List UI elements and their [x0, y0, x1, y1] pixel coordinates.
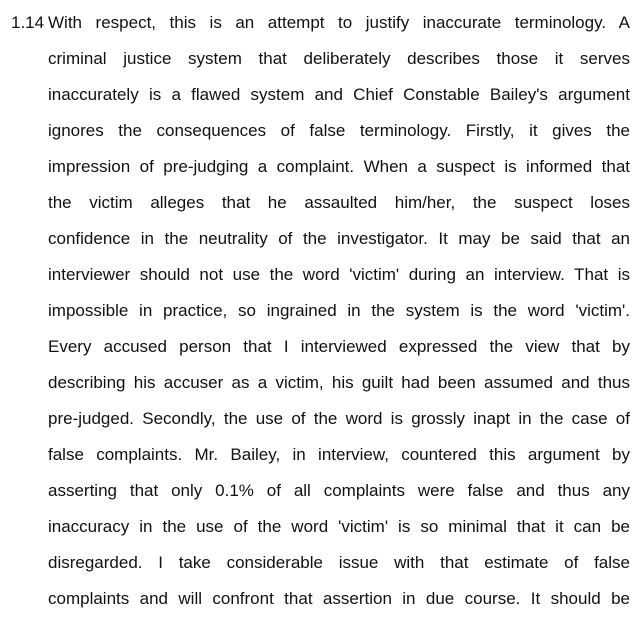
text-line: inaccurately is a flawed system and Chief Constable Bailey's argument	[48, 85, 630, 104]
paragraph-number: 1.14	[11, 13, 45, 32]
text-line: complaints and will confront that assertion in due course. It should be	[48, 589, 630, 608]
text-line: false complaints. Mr. Bailey, in interview, countered this argument by	[48, 445, 630, 464]
text-line: ignores the consequences of false terminology. Firstly, it gives the	[48, 121, 630, 140]
text-line: pre-judged. Secondly, the use of the word is grossly inapt in the case of	[48, 409, 630, 428]
text-line: criminal justice system that deliberately describes those it serves	[48, 49, 630, 68]
text-line: disregarded. I take considerable issue with that estimate of false	[48, 553, 630, 572]
text-line: With respect, this is an attempt to justify inaccurate terminology. A	[48, 13, 630, 32]
text-line: impossible in practice, so ingrained in the system is the word 'victim'.	[48, 301, 630, 320]
text-line: impression of pre-judging a complaint. When a suspect is informed that	[48, 157, 630, 176]
text-line: Every accused person that I interviewed expressed the view that by	[48, 337, 630, 356]
text-line: the victim alleges that he assaulted him/her, the suspect loses	[48, 193, 630, 212]
text-line: asserting that only 0.1% of all complaints were false and thus any	[48, 481, 630, 500]
text-line: describing his accuser as a victim, his guilt had been assumed and thus	[48, 373, 630, 392]
paragraph-body	[48, 12, 630, 624]
text-line: inaccuracy in the use of the word 'victim' is so minimal that it can be	[48, 517, 630, 536]
text-line: confidence in the neutrality of the investigator. It may be said that an	[48, 229, 630, 248]
text-line: interviewer should not use the word 'victim' during an interview. That is	[48, 265, 630, 284]
